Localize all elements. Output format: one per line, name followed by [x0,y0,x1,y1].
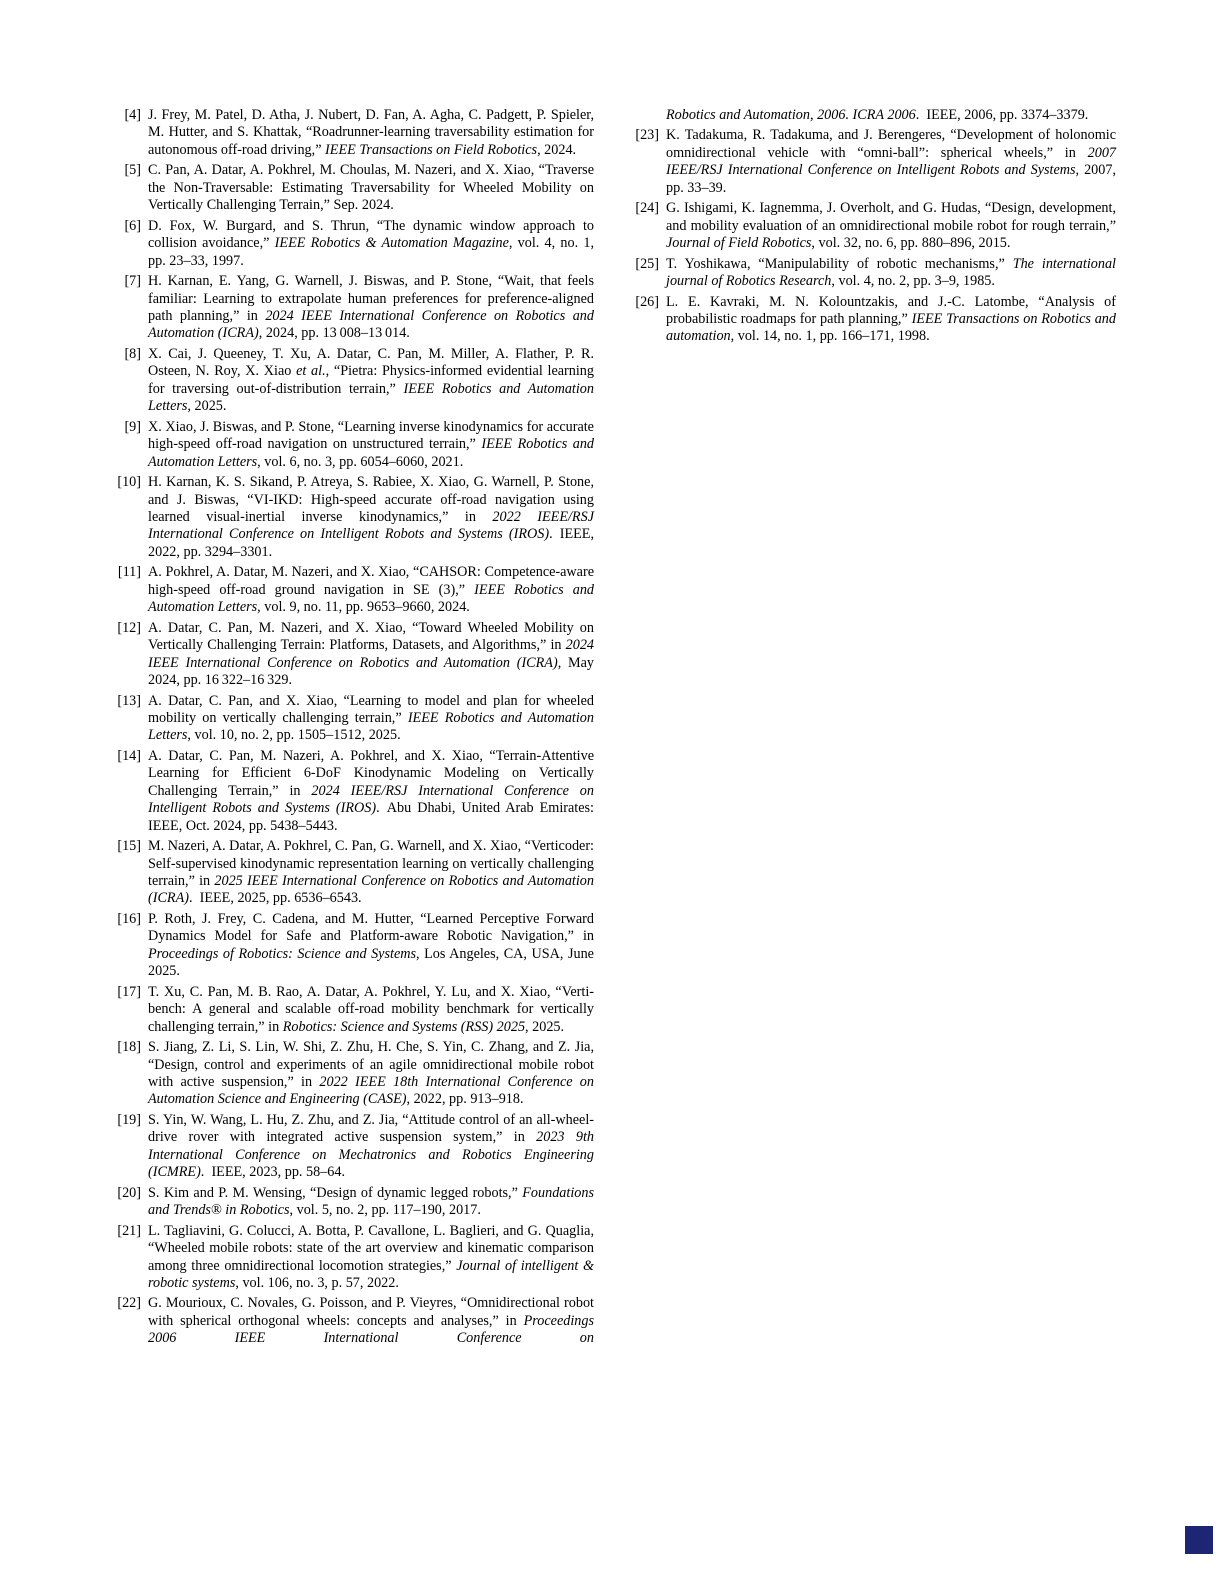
reference-text-segment: . IEEE, 2006, pp. 3374–3379. [915,107,1089,123]
reference-entry [104,1295,594,1347]
reference-text-segment: X. Cai, J. Queeney, T. Xu, A. Datar, C. Pan, M. Miller, A. Flather, P. R. Osteen, N. Roy, X. Xiao [148,345,594,380]
reference-text [148,693,594,745]
reference-text [148,838,594,908]
reference-text-segment: , vol. 10, no. 2, pp. 1505–1512, 2025. [187,727,401,744]
reference-text [148,564,594,616]
reference-text [666,294,1116,346]
references-column-right [622,107,1116,349]
reference-text [148,911,594,981]
reference-text-segment: , vol. 5, no. 2, pp. 117–190, 2017. [289,1202,481,1219]
reference-venue: 2024 IEEE International Conference on Robotics and Automation (ICRA) [148,307,594,342]
reference-number: [7] [124,273,141,290]
reference-text [148,1039,594,1109]
reference-entry [104,273,594,343]
reference-venue: Journal of intelligent & robotic systems [148,1257,594,1291]
reference-text-segment: T. Xu, C. Pan, M. B. Rao, A. Datar, A. Pokhrel, Y. Lu, and X. Xiao, “Verti-bench: A general and scalable off-road mobility benchmark for vertically challenging terrain,” in [148,983,594,1035]
reference-entry [622,107,1116,124]
reference-text-segment: , 2025. [187,398,227,415]
reference-venue: 2007 IEEE/RSJ International Conference on Intelligent Robots and Systems [666,144,1116,179]
reference-text-segment: C. Pan, A. Datar, A. Pokhrel, M. Choulas, M. Nazeri, and X. Xiao, “Traverse the Non-Traversable: Estimating Traversability for Wheeled Mobility on Vertically Challenging Terrain,” Sep. 2024. [148,162,594,214]
reference-text-segment: S. Jiang, Z. Li, S. Lin, W. Shi, Z. Zhu, H. Che, S. Yin, C. Zhang, and Z. Jia, “Design, control and experiments of an agile omnidirectional mobile robot with active suspension,” in [148,1039,594,1091]
reference-entry [104,748,594,835]
reference-entry [104,564,594,616]
reference-entry [104,1112,594,1182]
reference-entry [104,1185,594,1220]
reference-venue: IEEE Transactions on Robotics and automation [666,310,1116,345]
reference-venue: Journal of Field Robotics [666,235,812,252]
references-column-left [104,107,594,1351]
reference-text-segment: , vol. 32, no. 6, pp. 880–896, 2015. [811,235,1011,252]
reference-text [148,273,594,343]
reference-number: [11] [117,564,141,581]
reference-text-segment: S. Kim and P. M. Wensing, “Design of dynamic legged robots,” [148,1184,523,1201]
reference-number: [16] [117,910,141,927]
reference-entry [622,200,1116,252]
reference-venue: Foundations and Trends® in Robotics [148,1184,594,1219]
reference-text [148,1295,594,1347]
reference-number: [13] [117,692,141,709]
reference-text-segment: A. Datar, C. Pan, M. Nazeri, and X. Xiao, “Toward Wheeled Mobility on Vertically Challenging Terrain: Platforms, Datasets, and Algorithms,” in [148,619,594,654]
reference-venue: IEEE Robotics and Automation Letters [148,709,594,744]
reference-text [148,1112,594,1182]
reference-text-segment: A. Pokhrel, A. Datar, M. Nazeri, and X. Xiao, “CAHSOR: Competence-aware high-speed off-road ground navigation in SE (3),” [148,564,594,598]
reference-text [666,200,1116,252]
reference-number: [17] [117,983,141,1000]
reference-number: [15] [117,838,141,855]
reference-number: [19] [117,1111,141,1128]
reference-text-segment: , vol. 14, no. 1, pp. 166–171, 1998. [730,328,930,345]
reference-text-segment: , 2024, pp. 13 008–13 014. [258,325,410,342]
reference-text-segment: A. Datar, C. Pan, M. Nazeri, A. Pokhrel, and X. Xiao, “Terrain-Attentive Learning for Efficient 6-DoF Kinodynamic Modeling on Vertically Challenging Terrain,” in [148,747,594,799]
reference-number: [21] [117,1222,141,1239]
reference-text-segment: A. Datar, C. Pan, and X. Xiao, “Learning to model and plan for wheeled mobility on vertically challenging terrain,” [148,692,594,726]
reference-entry [104,1039,594,1109]
reference-entry [622,127,1116,197]
reference-venue: Robotics and Automation, 2006. ICRA 2006 [666,107,916,123]
reference-number: [24] [635,200,659,217]
reference-text-segment: , Los Angeles, CA, USA, June 2025. [148,945,594,980]
reference-venue: IEEE Transactions on Field Robotics [325,141,538,158]
reference-venue: 2025 IEEE International Conference on Robotics and Automation (ICRA) [148,873,594,907]
reference-number: [6] [124,217,141,234]
reference-text-segment: . Abu Dhabi, United Arab Emirates: IEEE, Oct. 2024, pp. 5438–5443. [148,800,594,834]
reference-text-segment: . IEEE, 2025, pp. 6536–6543. [188,890,362,907]
reference-entry [104,474,594,561]
reference-number: [10] [117,474,141,491]
reference-text-segment: H. Karnan, E. Yang, G. Warnell, J. Biswas, and P. Stone, “Wait, that feels familiar: Learning to extrapolate human preferences for preference-aligned path planning,” in [148,273,594,324]
page-corner-marker [1185,1526,1213,1554]
reference-number: [23] [635,127,659,144]
reference-number: [20] [117,1184,141,1201]
reference-number [622,107,659,124]
reference-text-segment: D. Fox, W. Burgard, and S. Thrun, “The dynamic window approach to collision avoidance,” [148,217,594,252]
reference-text [148,620,594,690]
reference-venue: 2022 IEEE/RSJ International Conference on Intelligent Robots and Systems (IROS) [148,508,594,543]
reference-number: [8] [124,345,141,362]
reference-text-segment: G. Ishigami, K. Iagnemma, J. Overholt, and G. Hudas, “Design, development, and mobility evaluation of an omnidirectional mobile robot for rough terrain,” [666,200,1116,234]
reference-venue: IEEE Robotics & Automation Magazine [274,235,509,252]
reference-text-segment: , 2022, pp. 913–918. [406,1091,524,1108]
reference-text-segment: , “Pietra: Physics-informed evidential learning for traversing out-of-distribution terrain,” [148,363,594,397]
reference-text-segment: L. E. Kavraki, M. N. Kolountzakis, and J.-C. Latombe, “Analysis of probabilistic roadmaps for path planning,” [666,293,1116,327]
reference-text-segment: , 2024. [537,141,577,158]
reference-venue: 2024 IEEE International Conference on Robotics and Automation (ICRA) [148,637,594,671]
reference-text-segment: . IEEE, 2023, pp. 58–64. [200,1164,346,1181]
reference-text-segment: G. Mourioux, C. Novales, G. Poisson, and P. Vieyres, “Omnidirectional robot with spherical orthogonal wheels: concepts and analyses,” in [148,1295,594,1329]
reference-text-segment: , 2025. [525,1018,565,1035]
reference-venue: IEEE Robotics and Automation Letters [148,581,595,616]
reference-entry [104,1223,594,1293]
reference-text [666,127,1116,197]
reference-venue: 2022 IEEE 18th International Conference on Automation Science and Engineering (CASE) [148,1074,594,1108]
reference-number: [9] [124,418,141,435]
reference-number: [18] [117,1039,141,1056]
reference-text-segment: M. Nazeri, A. Datar, A. Pokhrel, C. Pan, G. Warnell, and X. Xiao, “Verticoder: Self-supervised kinodynamic representation learning on vertically challenging terrain,” in [148,838,595,890]
reference-text [148,984,594,1036]
reference-text-segment: . IEEE, 2022, pp. 3294–3301. [148,526,594,560]
reference-number: [12] [117,619,141,636]
reference-entry [104,838,594,908]
reference-number: [4] [124,107,141,123]
reference-venue: IEEE Robotics and Automation Letters [148,380,594,415]
reference-text [666,256,1116,291]
reference-text-segment: , 2007, pp. 33–39. [666,162,1116,196]
reference-text [148,1223,594,1293]
reference-text [148,218,594,270]
reference-text [148,346,594,416]
reference-entry [104,162,594,214]
reference-venue: 2023 9th International Conference on Mechatronics and Robotics Engineering (ICMRE) [148,1129,594,1181]
reference-entry [104,620,594,690]
reference-venue: Robotics: Science and Systems (RSS) 2025 [282,1018,526,1035]
reference-text-segment: , vol. 9, no. 11, pp. 9653–9660, 2024. [257,599,470,616]
reference-entry [104,218,594,270]
reference-text [148,1185,594,1220]
reference-number: [22] [117,1295,141,1312]
reference-text-segment: K. Tadakuma, R. Tadakuma, and J. Berengeres, “Development of holonomic omnidirectional vehicle with “omni-ball”: spherical wheels,” in [666,127,1116,161]
reference-entry [104,107,594,159]
reference-text-segment: H. Karnan, K. S. Sikand, P. Atreya, S. Rabiee, X. Xiao, G. Warnell, P. Stone, and J. Biswas, “VI-IKD: High-speed accurate off-road navigation using learned visual-inertial inverse kinodynamics,” in [148,474,594,525]
reference-text-segment: S. Yin, W. Wang, L. Hu, Z. Zhu, and Z. Jia, “Attitude control of an all-wheel-drive rover with integrated active suspension system,” in [148,1111,594,1146]
reference-text-segment: , vol. 6, no. 3, pp. 6054–6060, 2021. [257,453,464,470]
reference-text-segment: X. Xiao, J. Biswas, and P. Stone, “Learning inverse kinodynamics for accurate high-speed off-road navigation on unstructured terrain,” [148,418,594,453]
reference-entry [622,256,1116,291]
reference-entry [104,346,594,416]
reference-number: [14] [117,747,141,764]
reference-text-segment: P. Roth, J. Frey, C. Cadena, and M. Hutter, “Learned Perceptive Forward Dynamics Model for Safe and Platform-aware Robotic Navigation,” in [148,910,594,945]
reference-text-segment: , vol. 106, no. 3, p. 57, 2022. [235,1275,399,1291]
reference-number: [26] [635,293,659,310]
reference-text-segment: T. Yoshikawa, “Manipulability of robotic mechanisms,” [666,255,1013,272]
reference-text [148,748,594,835]
reference-entry [622,294,1116,346]
reference-text [148,107,594,159]
reference-venue: Proceedings 2006 IEEE International Conference on [148,1312,594,1347]
reference-text [148,474,594,561]
reference-text [666,107,1116,124]
reference-venue: et al. [296,363,326,380]
reference-number: [5] [124,162,141,179]
reference-venue: Proceedings of Robotics: Science and Systems [148,945,417,962]
reference-entry [104,984,594,1036]
reference-number: [25] [635,255,659,272]
reference-venue: The international journal of Robotics Research [666,255,1116,290]
reference-text-segment: , vol. 4, no. 2, pp. 3–9, 1985. [831,273,995,290]
reference-entry [104,911,594,981]
reference-entry [104,419,594,471]
reference-entry [104,693,594,745]
reference-text-segment: , May 2024, pp. 16 322–16 329. [148,654,594,689]
reference-text-segment: J. Frey, M. Patel, D. Atha, J. Nubert, D. Fan, A. Agha, C. Padgett, P. Spieler, M. Hutter, and S. Khattak, “Roadrunner-learning traversability estimation for autonomous off-road driving,” [148,107,594,158]
reference-text [148,162,594,214]
reference-text-segment: , vol. 4, no. 1, pp. 23–33, 1997. [148,235,595,269]
reference-venue: 2024 IEEE/RSJ International Conference on Intelligent Robots and Systems (IROS) [148,782,594,817]
reference-venue: IEEE Robotics and Automation Letters [148,436,595,470]
reference-text-segment: L. Tagliavini, G. Colucci, A. Botta, P. Cavallone, L. Baglieri, and G. Quaglia, “Wheeled mobile robots: state of the art overview and kinematic comparison among three omnidirectional locomotion strategies,” [148,1222,594,1274]
reference-text [148,419,594,471]
